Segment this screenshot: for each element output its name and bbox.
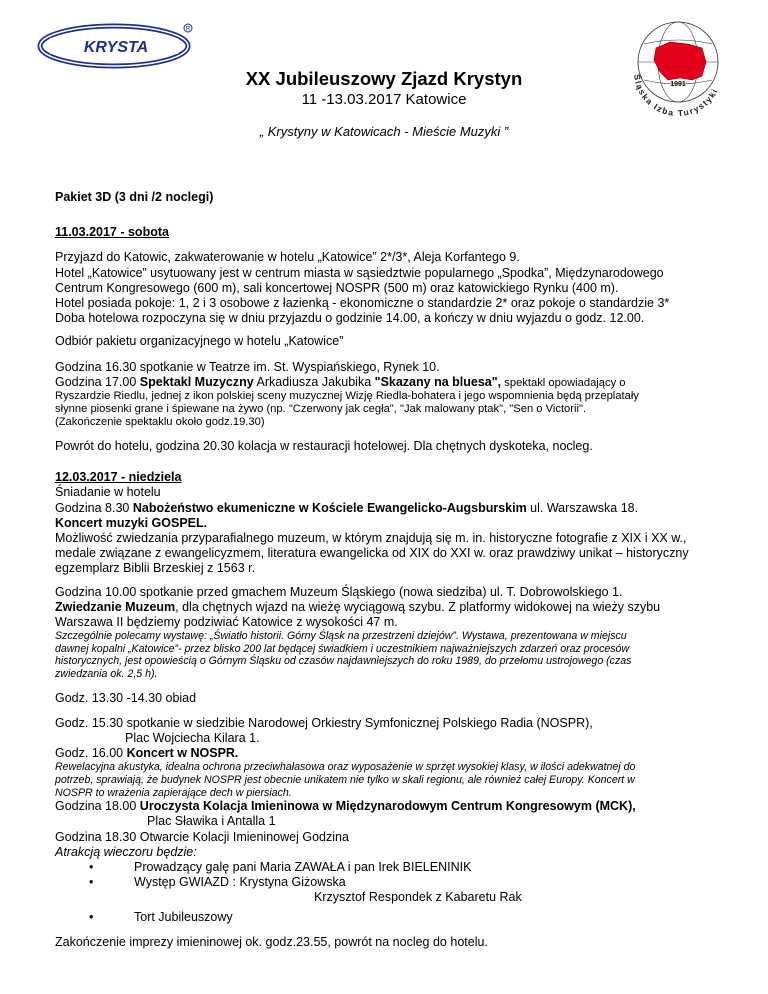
text-line: Centrum Kongresowego (600 m), sali koncertowej NOSPR (500 m) oraz katowickiego Rynku (400 m). [55, 280, 619, 295]
event-dates: 11 -13.03.2017 Katowice [301, 91, 467, 108]
nospr-concert: Godz. 16.00 Koncert w NOSPR. [55, 746, 239, 761]
text-line: Warszawa II będziemy podziwiać Katowice z wysokości 47 m. [55, 615, 398, 630]
text-line: dawnej kopalni „Katowice”- przez blisko 200 lat będącej świadkiem i uczestnikiem najważniejszych zdarzeń oraz procesów [55, 642, 630, 655]
mass-line: Godzina 8.30 Nabożeństwo ekumeniczne w Kościele Ewangelicko-Augsburskim ul. Warszawska 18. [55, 500, 639, 515]
nospr-address: Plac Wojciecha Kilara 1. [125, 731, 260, 746]
text-line: Przyjazd do Katowic, zakwaterowanie w hotelu „Katowice” 2*/3*, Aleja Korfantego 9. [55, 250, 520, 265]
bullet-icon: • [89, 909, 94, 924]
krysta-logo [36, 22, 196, 70]
theatre-meeting: Godzina 16.30 spotkanie w Teatrze im. St. Wyspiańskiego, Rynek 10. [55, 359, 440, 374]
package-name: Pakiet 3D (3 dni /2 noclegi) [55, 190, 214, 204]
svg-text:KRYSTA: KRYSTA [83, 39, 149, 56]
day2-heading: 12.03.2017 - niedziela [55, 470, 182, 485]
list-item: • Występ GWIAZD : Krystyna Giżowska [89, 875, 346, 890]
text-line: Możliwość zwiedzania przyparafialnego muzeum, w którym znajdują się m. in. historyczne fotografie z XIX i XX w., [55, 531, 687, 546]
list-item-continuation: Krzysztof Respondek z Kabaretu Rak [314, 890, 522, 905]
text-line: potrzeb, sprawiają, że budynek NOSPR jest obecnie unikatem nie tylko w skali regionu, ale również całej Europy. Koncert w [55, 774, 635, 787]
text-line: Hotel „Katowice” usytuowany jest w centrum miasta w sąsiedztwie popularnego „Spodka”, Międzynarodowego [55, 265, 664, 280]
text-line: Hotel posiada pokoje: 1, 2 i 3 osobowe z łazienką - ekonomiczne o standardzie 2* oraz pokoje o standardzie 3* [55, 296, 670, 311]
text-line: Doba hotelowa rozpoczyna się w dniu przyjazdu o godzinie 14.00, a kończy w dniu wyjazdu o godz. 12.00. [55, 311, 645, 326]
text-line: medale związane z ewangelicyzmem, literatura ewangelicka od XIX do XXI w. oraz prawdziwy unikat – historyczny [55, 546, 689, 561]
text-line: (Zakończenie spektaklu około godz.19.30) [55, 416, 265, 429]
text-line: zwiedzania ok. 2,5 h). [55, 668, 158, 681]
text-line: NOSPR to wrażenia zapierające dech w piersiach. [55, 786, 292, 799]
bullet-icon: • [89, 860, 94, 875]
text-line: egzemplarz Biblii Brzeskiej z 1563 r. [55, 561, 256, 576]
museum-tour: Zwiedzanie Muzeum, dla chętnych wjazd na wieżę wyciągową szybu. Z platformy widokowej na wieży szybu [55, 599, 661, 614]
attraction-list [55, 860, 725, 925]
svg-text:1991: 1991 [670, 81, 686, 88]
package-pickup: Odbiór pakietu organizacyjnego w hotelu „Katowice” [55, 334, 344, 349]
text-line: historycznych, jest opowieścią o Górnym Śląsku od czasów najdawniejszych do roku 1989, do przełomu ustrojowego (czas [55, 655, 632, 668]
text-line: słynne piosenki grane i śpiewane na żywo (np. "Czerwony jak cegła", "Jak malowany ptak", "Sen o Victorii". [55, 403, 587, 416]
list-item: • Prowadzący galę pani Maria ZAWAŁA i pan Irek BIELENINIK [89, 860, 472, 875]
text-line: Ryszardzie Riedlu, jednej z ikon polskiej sceny muzycznej Wizję Riedla-bohatera i jego wspomnienia będą przeplatały [55, 390, 639, 403]
svg-text:Śląska Izba Turystyki: Śląska Izba Turystyki [631, 73, 721, 119]
closing-note: Zakończenie imprezy imieninowej ok. godz.23.55, powrót na nocleg do hotelu. [55, 934, 488, 949]
event-motto: „ Krystyny w Katowicach - Mieście Muzyki ” [259, 124, 509, 139]
dinner-opening: Godzina 18.30 Otwarcie Kolacji Imieninowej Godzina [55, 829, 349, 844]
bullet-icon: • [89, 875, 94, 890]
lunch: Godz. 13.30 -14.30 obiad [55, 690, 197, 705]
day1-evening: Powrót do hotelu, godzina 20.30 kolacja w restauracji hotelowej. Dla chętnych dyskoteka, nocleg. [55, 439, 593, 454]
breakfast: Śniadanie w hotelu [55, 485, 161, 500]
attraction-heading: Atrakcją wieczoru będzie: [55, 844, 197, 859]
spectacle-line: Godzina 17.00 Spektakl Muzyczny Arkadiusza Jakubika "Skazany na bluesa", spektakl opowiadający o [55, 374, 626, 389]
programme-body [55, 190, 725, 950]
list-item: • Tort Jubileuszowy [89, 909, 233, 924]
museum-meeting: Godzina 10.00 spotkanie przed gmachem Muzeum Śląskiego (nowa siedziba) ul. T. Dobrowolskiego 1. [55, 584, 623, 599]
day1-heading: 11.03.2017 - sobota [55, 225, 169, 240]
gospel-concert: Koncert muzyki GOSPEL. [55, 515, 208, 530]
gala-address: Plac Sławika i Antalla 1 [147, 814, 276, 829]
svg-text:R: R [185, 26, 191, 33]
day1-hotel-info [55, 250, 725, 326]
nospr-meeting: Godz. 15.30 spotkanie w siedzibie Narodowej Orkiestry Symfonicznej Polskiego Radia (NOSPR), [55, 715, 593, 730]
text-line: Szczególnie polecamy wystawę: „Światło historii. Górny Śląsk na przestrzeni dziejów”. Wystawa, prezentowana w miejscu [55, 630, 627, 643]
page-title: XX Jubileuszowy Zjazd Krystyn [245, 68, 523, 89]
text-line: Rewelacyjna akustyka, idealna ochrona przeciwhałasowa oraz wyposażenie w sprzęt wysokiej klasy, w ilości adekwatnej do [55, 761, 636, 774]
gala-dinner: Godzina 18.00 Uroczysta Kolacja Imieninowa w Międzynarodowym Centrum Kongresowym (MCK), [55, 799, 636, 814]
